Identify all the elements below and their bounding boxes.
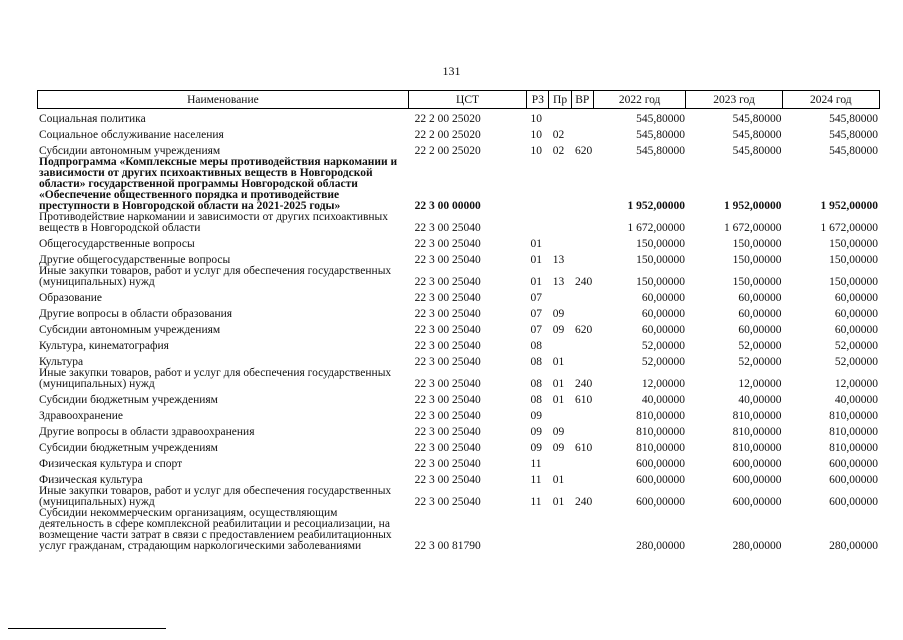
cell-cst: 22 3 00 25040 [414, 238, 481, 250]
cell-2022: 280,00000 [636, 540, 685, 552]
cell-pr: 01 [552, 474, 565, 486]
cell-name: Культура, кинематография [39, 340, 169, 352]
cell-cst: 22 3 00 25040 [414, 426, 481, 438]
cell-cst: 22 3 00 25040 [414, 340, 481, 352]
budget-table [37, 90, 880, 552]
cell-cst: 22 2 00 25020 [414, 113, 481, 125]
cell-rz: 01 [530, 238, 542, 250]
cell-rz: 10 [530, 145, 542, 157]
cell-name: Общегосударственные вопросы [39, 238, 195, 250]
cell-cst: 22 3 00 25040 [414, 378, 481, 390]
cell-2022: 545,80000 [636, 113, 685, 125]
cell-2023: 280,00000 [732, 540, 782, 552]
cell-cst: 22 3 00 25040 [414, 292, 481, 304]
cell-vr: 620 [575, 324, 593, 336]
cell-pr: 02 [552, 129, 565, 141]
cell-2023: 40,00000 [738, 394, 782, 406]
cell-vr: 610 [575, 394, 593, 406]
cell-2022: 60,00000 [641, 292, 685, 304]
cell-cst: 22 3 00 25040 [414, 442, 481, 454]
cell-rz: 08 [530, 394, 542, 406]
cell-2022: 810,00000 [636, 442, 685, 454]
cell-2024: 1 952,00000 [820, 200, 879, 212]
cell-cst: 22 3 00 25040 [414, 356, 481, 368]
cell-2022: 600,00000 [636, 474, 685, 486]
cell-cst: 22 3 00 25040 [414, 254, 481, 266]
cell-cst: 22 3 00 25040 [414, 324, 481, 336]
cell-2023: 545,80000 [732, 145, 782, 157]
cell-pr: 01 [552, 496, 565, 508]
table-row [37, 336, 880, 352]
cell-vr: 240 [575, 378, 593, 390]
table-row [37, 212, 880, 234]
cell-2023: 545,80000 [732, 113, 782, 125]
table-row [37, 266, 880, 288]
cell-2024: 545,80000 [829, 145, 879, 157]
table-row [37, 141, 880, 157]
cell-rz: 01 [530, 254, 542, 266]
cell-2024: 52,00000 [834, 356, 879, 368]
cell-rz: 07 [530, 308, 542, 320]
table-row [37, 304, 880, 320]
cell-cst: 22 3 00 25040 [414, 308, 481, 320]
cell-name: Субсидии автономным учреждениям [39, 324, 221, 336]
cell-2024: 600,00000 [829, 474, 879, 486]
cell-2023: 600,00000 [732, 474, 782, 486]
cell-name: Здравоохранение [39, 410, 124, 422]
cell-2022: 810,00000 [636, 426, 685, 438]
cell-rz: 09 [530, 426, 542, 438]
cell-2023: 60,00000 [738, 308, 782, 320]
cell-2023: 545,80000 [732, 129, 782, 141]
cell-rz: 10 [530, 129, 542, 141]
cell-pr: 13 [552, 254, 565, 266]
table-row [37, 422, 880, 438]
cell-2023: 60,00000 [738, 324, 782, 336]
cell-2022: 545,80000 [636, 145, 685, 157]
cell-2023: 600,00000 [732, 496, 782, 508]
cell-name: Другие вопросы в области здравоохранения [39, 426, 255, 438]
header-cst: ЦСТ [409, 91, 527, 108]
cell-2024: 545,80000 [829, 129, 879, 141]
cell-name: Субсидии автономным учреждениям [39, 145, 221, 157]
cell-name: Противодействие наркомании и зависимости от других психоактивных веществ в Новгородской области [39, 211, 389, 234]
cell-2022: 1 952,00000 [627, 200, 685, 212]
cell-2022: 52,00000 [641, 340, 685, 352]
cell-2024: 150,00000 [829, 238, 879, 250]
cell-pr: 09 [552, 308, 565, 320]
cell-pr: 09 [552, 426, 565, 438]
table-row [37, 352, 880, 368]
cell-2024: 40,00000 [834, 394, 879, 406]
cell-name: Иные закупки товаров, работ и услуг для обеспечения государственных (муниципальных) нужд [39, 367, 392, 390]
cell-2024: 1 672,00000 [820, 222, 879, 234]
cell-cst: 22 3 00 81790 [414, 540, 481, 552]
cell-pr: 01 [552, 378, 565, 390]
cell-pr: 13 [552, 276, 565, 288]
cell-2023: 1 952,00000 [724, 200, 782, 212]
cell-vr: 620 [575, 145, 593, 157]
cell-2023: 810,00000 [732, 442, 782, 454]
cell-name: Социальное обслуживание населения [39, 129, 224, 141]
footnote-separator [8, 628, 166, 629]
cell-2023: 52,00000 [738, 356, 782, 368]
table-row [37, 157, 880, 212]
table-row [37, 288, 880, 304]
cell-rz: 08 [530, 340, 542, 352]
table-row [37, 406, 880, 422]
cell-rz: 11 [530, 474, 542, 486]
header-2023: 2023 год [686, 91, 782, 108]
header-vr: ВР [572, 91, 594, 108]
cell-2024: 150,00000 [829, 254, 879, 266]
table-row [37, 250, 880, 266]
table-row [37, 109, 880, 125]
cell-cst: 22 2 00 25020 [414, 129, 481, 141]
page-number: 131 [442, 64, 461, 78]
table-row [37, 368, 880, 390]
cell-2022: 40,00000 [641, 394, 685, 406]
cell-2023: 150,00000 [732, 276, 782, 288]
table-row [37, 320, 880, 336]
cell-cst: 22 2 00 25020 [414, 145, 481, 157]
cell-rz: 01 [530, 276, 542, 288]
cell-2024: 150,00000 [829, 276, 879, 288]
cell-2023: 60,00000 [738, 292, 782, 304]
cell-2024: 60,00000 [834, 308, 879, 320]
cell-2023: 150,00000 [732, 254, 782, 266]
cell-2022: 810,00000 [636, 410, 685, 422]
cell-vr: 240 [575, 276, 593, 288]
cell-2022: 1 672,00000 [627, 222, 685, 234]
cell-name: Субсидии бюджетным учреждениям [39, 442, 218, 454]
header-2024: 2024 год [810, 93, 852, 106]
cell-cst: 22 3 00 25040 [414, 394, 481, 406]
cell-2023: 12,00000 [738, 378, 782, 390]
cell-2022: 600,00000 [636, 496, 685, 508]
cell-vr: 610 [575, 442, 593, 454]
cell-name: Физическая культура [39, 474, 143, 486]
cell-rz: 09 [530, 410, 542, 422]
cell-2024: 600,00000 [829, 458, 879, 470]
table-header [37, 90, 880, 109]
cell-2024: 60,00000 [834, 324, 879, 336]
table-row [37, 234, 880, 250]
cell-2022: 150,00000 [636, 254, 685, 266]
cell-2024: 810,00000 [829, 442, 879, 454]
cell-name: Другие вопросы в области образования [39, 308, 233, 320]
cell-name: Физическая культура и спорт [39, 458, 183, 470]
cell-2023: 52,00000 [738, 340, 782, 352]
cell-rz: 11 [530, 496, 542, 508]
cell-rz: 08 [530, 378, 542, 390]
header-pr: Пр [549, 91, 571, 108]
cell-2024: 60,00000 [834, 292, 879, 304]
cell-pr: 09 [552, 324, 565, 336]
cell-rz: 08 [530, 356, 542, 368]
cell-2023: 150,00000 [732, 238, 782, 250]
header-rz: РЗ [527, 91, 549, 108]
cell-2022: 150,00000 [636, 276, 685, 288]
table-row [37, 454, 880, 470]
cell-cst: 22 3 00 25040 [414, 276, 481, 288]
cell-2022: 52,00000 [641, 356, 685, 368]
cell-2024: 810,00000 [829, 410, 879, 422]
table-row [37, 125, 880, 141]
cell-rz: 07 [530, 292, 542, 304]
cell-cst: 22 3 00 25040 [414, 410, 481, 422]
cell-rz: 09 [530, 442, 542, 454]
cell-vr: 240 [575, 496, 593, 508]
cell-2024: 600,00000 [829, 496, 879, 508]
header-name: Наименование [38, 91, 409, 108]
cell-2022: 600,00000 [636, 458, 685, 470]
header-2022: 2022 год [594, 91, 686, 108]
cell-2023: 810,00000 [732, 426, 782, 438]
cell-name: Культура [39, 356, 84, 368]
cell-2024: 545,80000 [829, 113, 879, 125]
cell-2023: 810,00000 [732, 410, 782, 422]
cell-cst: 22 3 00 25040 [414, 496, 481, 508]
table-row [37, 486, 880, 508]
cell-2022: 60,00000 [641, 308, 685, 320]
cell-2024: 810,00000 [829, 426, 879, 438]
cell-2022: 12,00000 [641, 378, 685, 390]
cell-2022: 60,00000 [641, 324, 685, 336]
cell-2022: 150,00000 [636, 238, 685, 250]
cell-cst: 22 3 00 25040 [414, 458, 481, 470]
cell-name: Социальная политика [39, 113, 146, 125]
cell-cst: 22 3 00 25040 [414, 474, 481, 486]
cell-rz: 11 [530, 458, 542, 470]
cell-name: Подпрограмма «Комплексные меры противодействия наркомании и зависимости от других психоактивных веществ в Новгородской области» государственной программы Новгородской области «Обеспечение общественного порядка и противодействие преступности в Новгородской области на 2021-2025 годы» [39, 156, 398, 212]
cell-2023: 1 672,00000 [724, 222, 782, 234]
cell-name: Иные закупки товаров, работ и услуг для обеспечения государственных (муниципальных) нужд [39, 265, 392, 288]
cell-pr: 01 [552, 356, 565, 368]
cell-name: Образование [39, 292, 103, 304]
cell-cst: 22 3 00 00000 [414, 200, 481, 212]
cell-2024: 280,00000 [829, 540, 879, 552]
cell-2024: 12,00000 [834, 378, 879, 390]
cell-name: Иные закупки товаров, работ и услуг для обеспечения государственных (муниципальных) нужд [39, 485, 392, 508]
table-row [37, 438, 880, 454]
cell-2024: 52,00000 [834, 340, 879, 352]
cell-pr: 02 [552, 145, 565, 157]
cell-rz: 10 [530, 113, 542, 125]
cell-name: Субсидии некоммерческим организациям, осуществляющим деятельность в сфере комплексной реабилитации и ресоциализации, на возмещение части затрат в связи с предоставлением реабилитационных услуг гражданам, страдающим наркологическими заболеваниями [39, 507, 392, 552]
table-row [37, 508, 880, 552]
table-body [37, 109, 880, 552]
cell-2023: 600,00000 [732, 458, 782, 470]
cell-name: Другие общегосударственные вопросы [39, 254, 231, 266]
cell-name: Субсидии бюджетным учреждениям [39, 394, 218, 406]
cell-cst: 22 3 00 25040 [414, 222, 481, 234]
table-row [37, 390, 880, 406]
cell-pr: 09 [552, 442, 565, 454]
cell-2022: 545,80000 [636, 129, 685, 141]
cell-rz: 07 [530, 324, 542, 336]
table-row [37, 470, 880, 486]
cell-pr: 01 [552, 394, 565, 406]
